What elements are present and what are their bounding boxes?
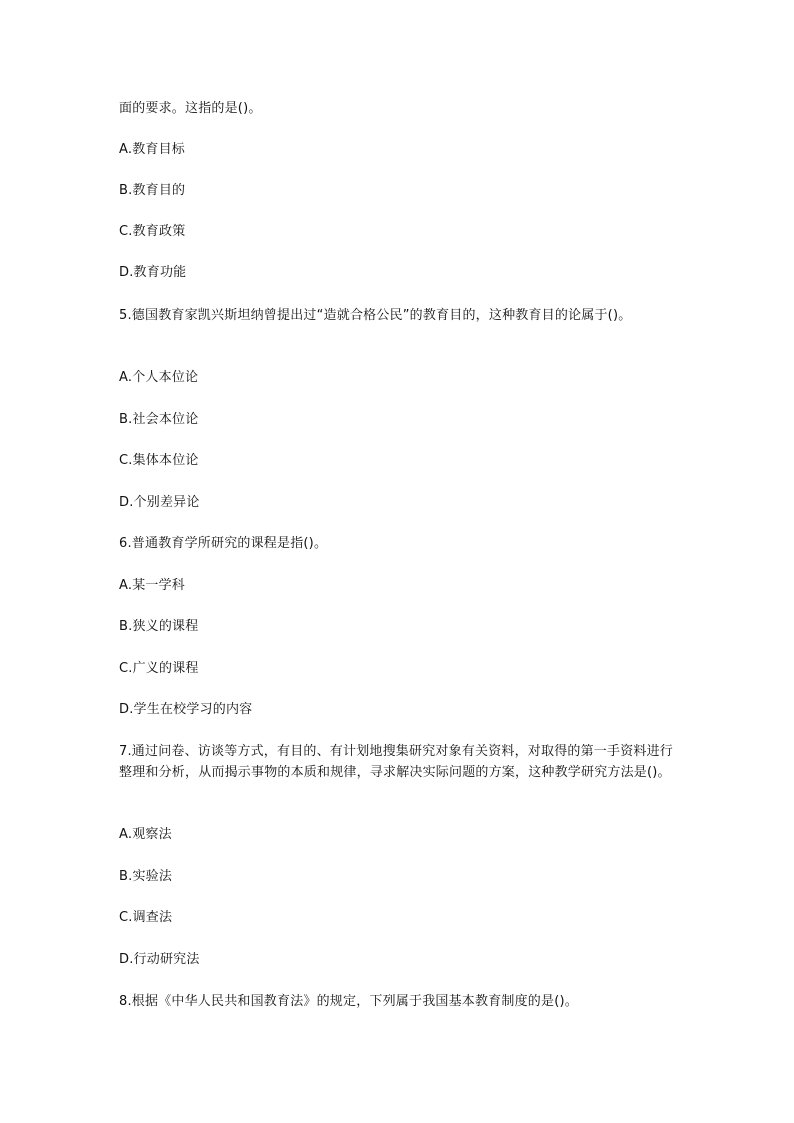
question-6-option-c: C.广义的课程 — [119, 661, 199, 676]
question-7-option-d: D.行动研究法 — [119, 952, 200, 967]
question-5-option-b: B.社会本位论 — [119, 412, 199, 427]
question-6-stem: 6.普通教育学所研究的课程是指()。 — [119, 536, 328, 551]
question-4-option-c: C.教育政策 — [119, 224, 186, 239]
question-5-stem: 5.德国教育家凯兴斯坦纳曾提出过“造就合格公民”的教育目的，这种教育目的论属于()。 — [119, 308, 632, 323]
question-6-option-a: A.某一学科 — [119, 578, 185, 593]
question-7-option-a: A.观察法 — [119, 827, 172, 842]
question-5-option-c: C.集体本位论 — [119, 453, 199, 468]
question-5-option-d: D.个别差异论 — [119, 495, 200, 510]
question-7-option-b: B.实验法 — [119, 869, 173, 884]
question-8-stem: 8.根据《中华人民共和国教育法》的规定，下列属于我国基本教育制度的是()。 — [119, 994, 578, 1009]
question-6-option-d: D.学生在校学习的内容 — [119, 702, 253, 717]
question-4-option-b: B.教育目的 — [119, 183, 186, 198]
question-7-stem: 7.通过问卷、访谈等方式，有目的、有计划地搜集研究对象有关资料，对取得的第一手资料进行整理和分析，从而揭示事物的本质和规律，寻求解决实际问题的方案，这种教学研究方法是()。 — [119, 744, 674, 780]
question-5-option-a: A.个人本位论 — [119, 370, 199, 385]
question-7-option-c: C.调查法 — [119, 910, 173, 925]
question-4-stem-tail: 面的要求。这指的是()。 — [119, 101, 262, 116]
question-6-option-b: B.狭义的课程 — [119, 619, 199, 634]
question-4-option-a: A.教育目标 — [119, 142, 185, 157]
question-4-option-d: D.教育功能 — [119, 265, 187, 280]
